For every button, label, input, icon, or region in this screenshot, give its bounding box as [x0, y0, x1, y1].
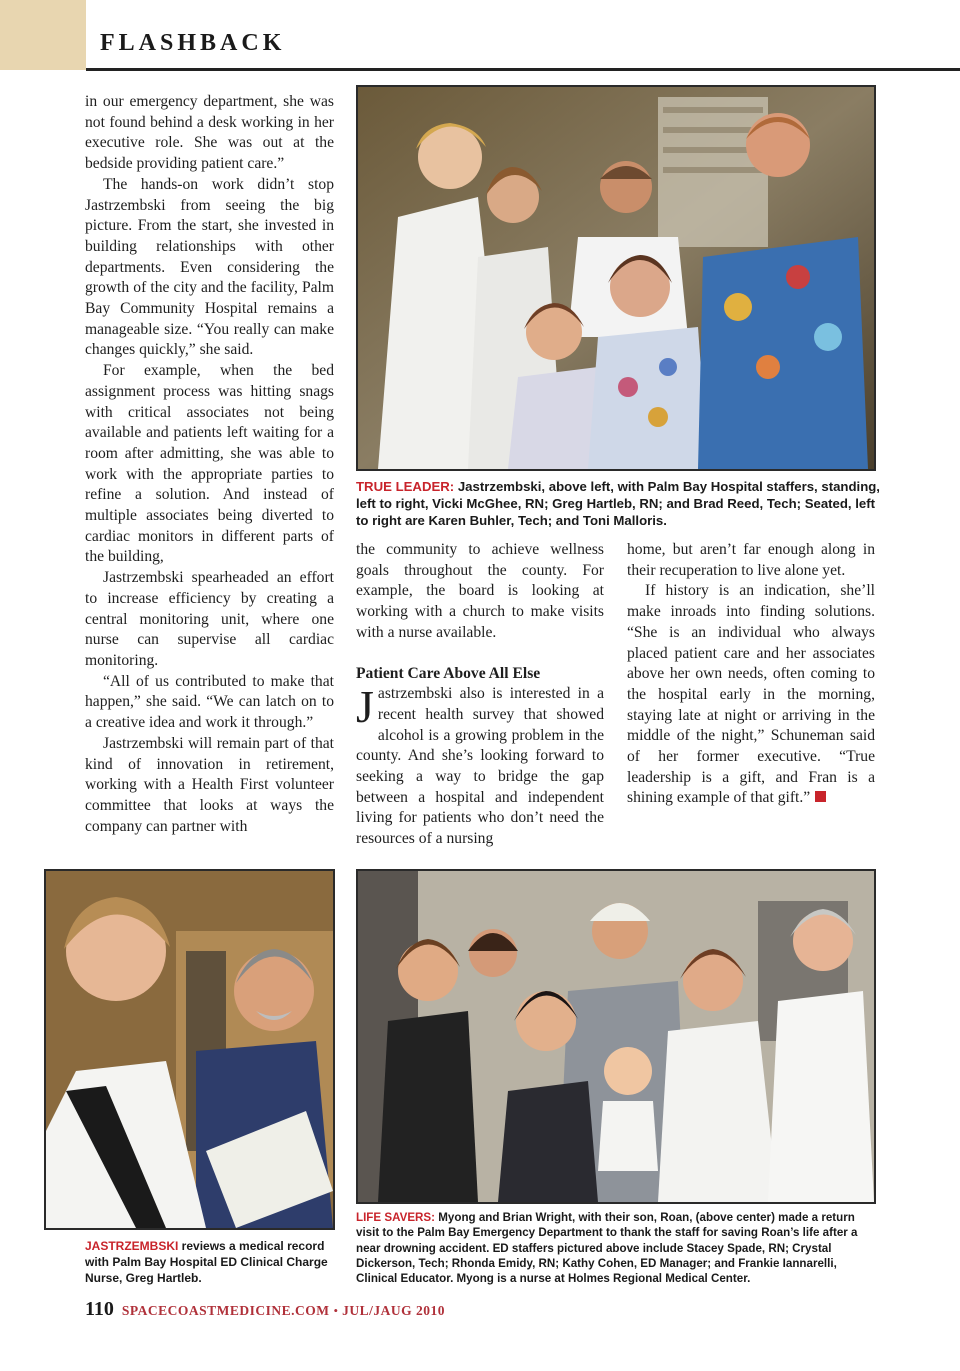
article-paragraph: The hands-on work didn’t stop Jastrzembski from seeing the big picture. From the start, she invested in building relationships with other departments. Even considering the growth of the city and the facility, Palm Bay Community Hospital remains a manageable size. “You really can make changes quickly,” she said. [85, 175, 334, 359]
end-mark-icon [815, 791, 826, 802]
photo-jastrzembski-review [44, 869, 335, 1230]
photo-caption-jastrzembski [85, 1238, 335, 1286]
article-column-1 [85, 92, 334, 837]
caption-lead: TRUE LEADER: [356, 479, 455, 494]
article-paragraph [627, 581, 875, 809]
footer-issue-date: JUL/JAUG 2010 [342, 1303, 445, 1318]
article-subhead: Patient Care Above All Else [356, 664, 541, 682]
caption-text: reviews a medical record with Palm Bay Hospital ED Clinical Charge Nurse, Greg Hartleb. [85, 1239, 328, 1285]
footer-separator: • [333, 1303, 339, 1318]
page-footer [85, 1298, 445, 1321]
caption-lead: JASTRZEMBSKI [85, 1239, 179, 1253]
photo-life-savers [356, 869, 876, 1204]
article-paragraph-text: astrzembski also is interested in a recent health survey that showed alcohol is a growing problem in the county. And she’s looking forward to seeking a way to bridge the gap between a hospital and independent living for patients who don’t need the resources of a nursing [356, 685, 604, 848]
photo-caption-true-leader [356, 478, 881, 529]
article-paragraph: in our emergency department, she was not found behind a desk working in her executive role. She was out at the bedside providing patient care.” [85, 93, 334, 173]
article-paragraph: home, but aren’t far enough along in their recuperation to live alone yet. [627, 541, 875, 579]
caption-text: Myong and Brian Wright, with their son, Roan, (above center) made a return visit to the Palm Bay Emergency Department to thank the staff for saving Roan’s life after a near drowning accident. ED staffers pictured above include Stacey Spade, RN; Crystal Dickerson, Tech; Rhonda Emidy, RN; Kathy Cohen, ED Manager; and Frankie Iannarelli, Clinical Educator. Myong is a nurse at Holmes Regional Medical Center. [356, 1211, 858, 1286]
footer-website: SPACECOASTMEDICINE.COM [121, 1303, 330, 1318]
photo-true-leader [356, 85, 876, 471]
article-paragraph: Jastrzembski will remain part of that kind of innovation in retirement, working with a Health First volunteer committee that looks at ways the company can partner with [85, 734, 334, 835]
page-number: 110 [85, 1298, 114, 1320]
article-paragraph-text: If history is an indication, she’ll make inroads into finding solutions. “She is an individual who always placed patient care and her associates above her own needs, often coming to the hospital early in the morning, staying late at night or arriving in the middle of the night,” Schuneman said of her former executive. “True leadership is a gift, and Fran is a shining example of that gift.” [627, 582, 875, 807]
article-paragraph [356, 681, 604, 850]
article-paragraph: For example, when the bed assignment process was hitting snags with critical associates not being available and patients left waiting for a room after admitting, she was able to work with the appropriate parties to refine a solution. And instead of multiple associates being diverted to cardiac monitors in different parts of the building, [85, 362, 334, 566]
caption-lead: LIFE SAVERS: [356, 1211, 436, 1224]
drop-cap: J [356, 681, 374, 733]
article-paragraph: Jastrzembski spearheaded an effort to increase efficiency by creating a central monitoring unit, where one nurse can supervise all cardiac monitoring. [85, 569, 334, 669]
header-rule [86, 68, 960, 71]
section-title: FLASHBACK [100, 30, 286, 56]
article-column-2 [356, 540, 604, 850]
article-paragraph: “All of us contributed to make that happen,” she said. “We can latch on to a creative idea and work it through.” [85, 672, 334, 732]
article-column-3 [627, 540, 875, 809]
header-color-block [0, 0, 86, 70]
article-paragraph: the community to achieve wellness goals throughout the county. For example, the board is looking at working with a church to make visits with a nurse available. [356, 541, 604, 641]
photo-caption-life-savers [356, 1210, 881, 1286]
caption-text: Jastrzembski, above left, with Palm Bay Hospital staffers, standing, left to right, Vicki McGhee, RN; Greg Hartleb, RN; and Brad Reed, Tech; Seated, left to right are Karen Buhler, Tech; and Toni Malloris. [356, 479, 880, 528]
